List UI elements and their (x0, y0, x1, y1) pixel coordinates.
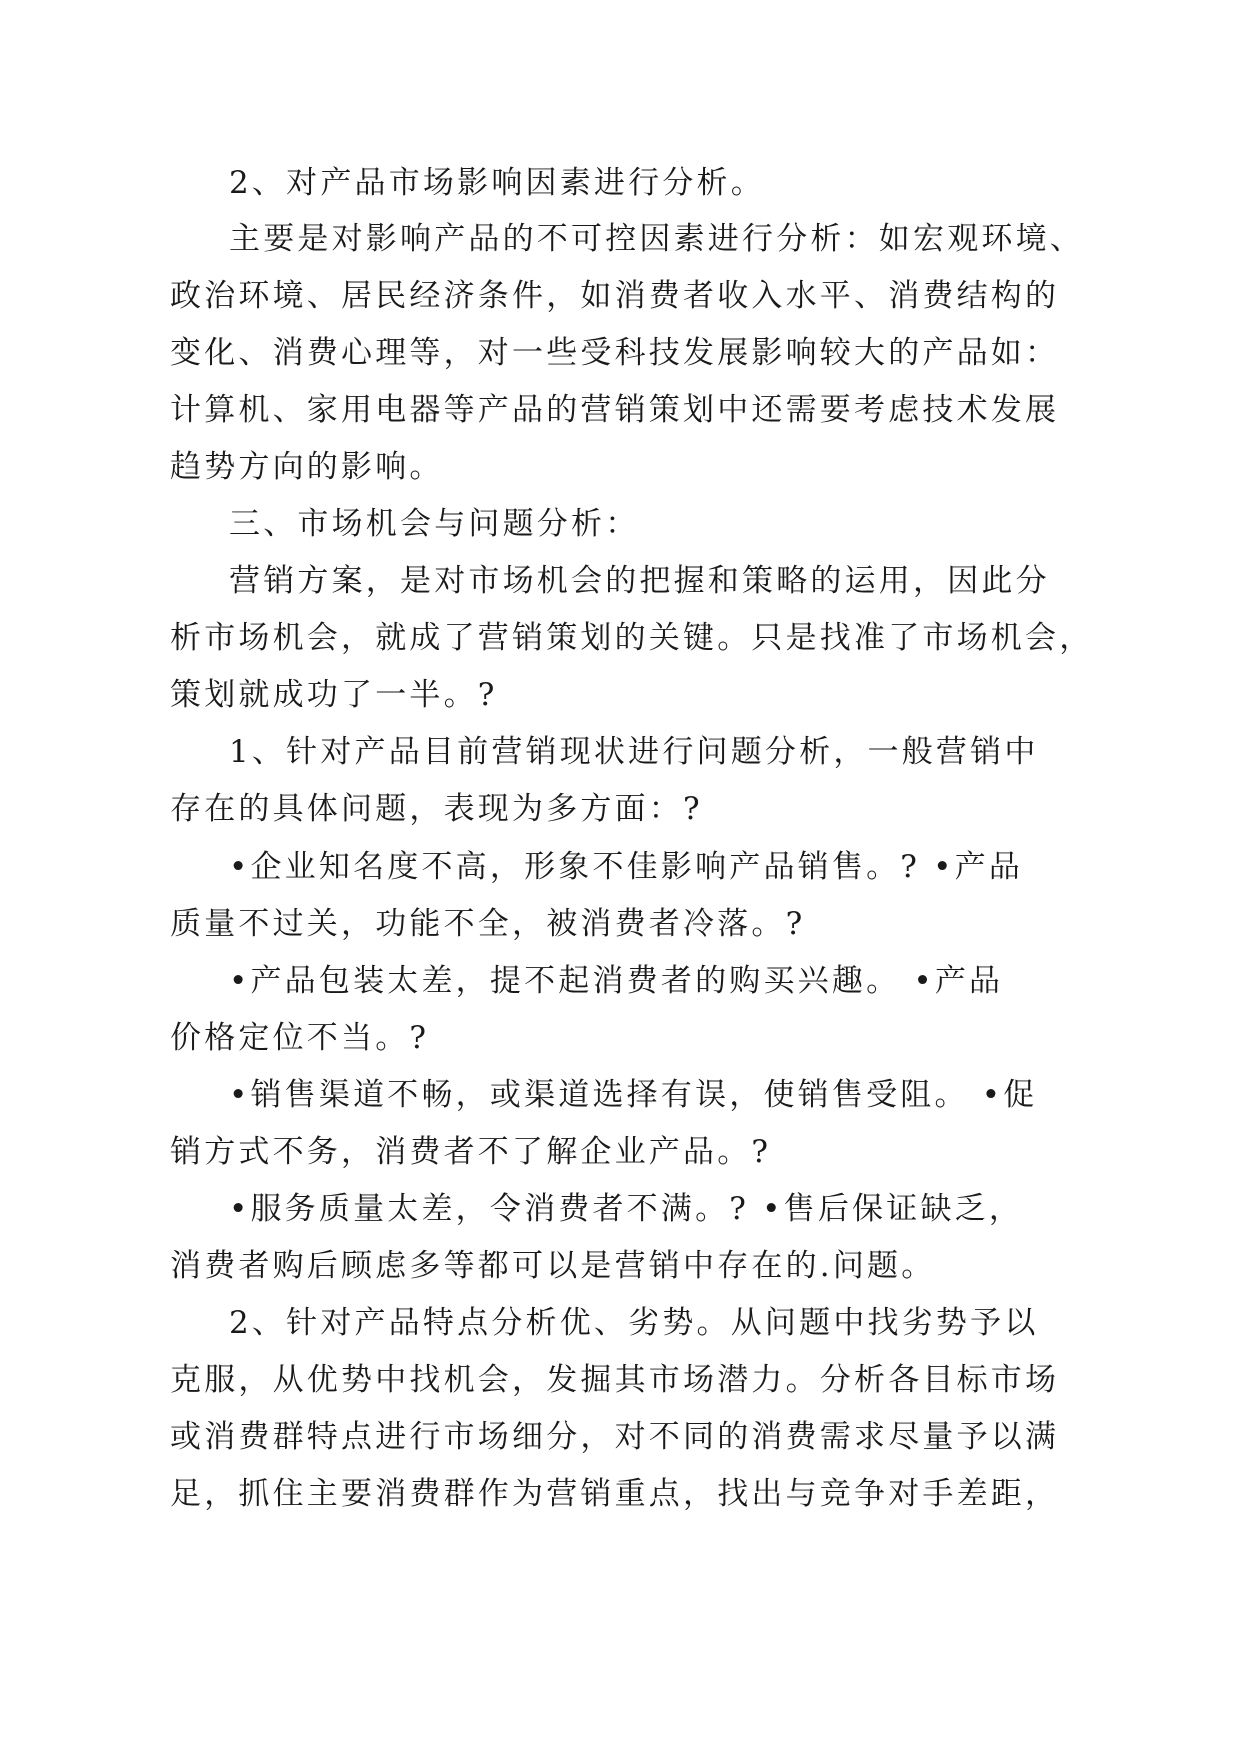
text-line: 趋势方向的影响。 (170, 449, 444, 485)
text-line: 2、对产品市场影响因素进行分析。 (229, 165, 765, 201)
text-line: 析市场机会，就成了营销策划的关键。只是找准了市场机会， (170, 620, 1094, 656)
text-line: 足，抓住主要消费群作为营销重点，找出与竞争对手差距， (170, 1476, 1060, 1512)
text-line: 克服，从优势中找机会，发掘其市场潜力。分析各目标市场 (170, 1362, 1060, 1398)
text-line: 政治环境、居民经济条件，如消费者收入水平、消费结构的 (170, 278, 1060, 314)
bullet-line: •产品包装太差，提不起消费者的购买兴趣。 •产品 (229, 963, 1004, 999)
bullet-line: •销售渠道不畅，或渠道选择有误，使销售受阻。 •促 (229, 1077, 1038, 1113)
text-line: 或消费群特点进行市场细分，对不同的消费需求尽量予以满 (170, 1419, 1060, 1455)
text-line: 消费者购后顾虑多等都可以是营销中存在的.问题。 (170, 1248, 936, 1284)
section-heading: 三、市场机会与问题分析： (229, 506, 640, 542)
bullet-line: •企业知名度不高，形象不佳影响产品销售。? •产品 (229, 849, 1024, 885)
text-line: 变化、消费心理等，对一些受科技发展影响较大的产品如： (170, 335, 1060, 371)
text-line: 存在的具体问题，表现为多方面：? (170, 791, 703, 827)
text-line: 主要是对影响产品的不可控因素进行分析：如宏观环境、 (229, 221, 1084, 257)
text-line: 计算机、家用电器等产品的营销策划中还需要考虑技术发展 (170, 392, 1060, 428)
text-line: 1、针对产品目前营销现状进行问题分析，一般营销中 (229, 734, 1039, 770)
text-line: 2、针对产品特点分析优、劣势。从问题中找劣势予以 (229, 1305, 1039, 1341)
text-line: 价格定位不当。? (170, 1020, 430, 1056)
bullet-line: •服务质量太差，令消费者不满。? •售后保证缺乏， (229, 1191, 1024, 1227)
text-line: 质量不过关，功能不全，被消费者冷落。? (170, 906, 806, 942)
text-line: 销方式不务，消费者不了解企业产品。? (170, 1134, 772, 1170)
text-line: 策划就成功了一半。? (170, 677, 498, 713)
text-line: 营销方案，是对市场机会的把握和策略的运用，因此分 (229, 563, 1050, 599)
